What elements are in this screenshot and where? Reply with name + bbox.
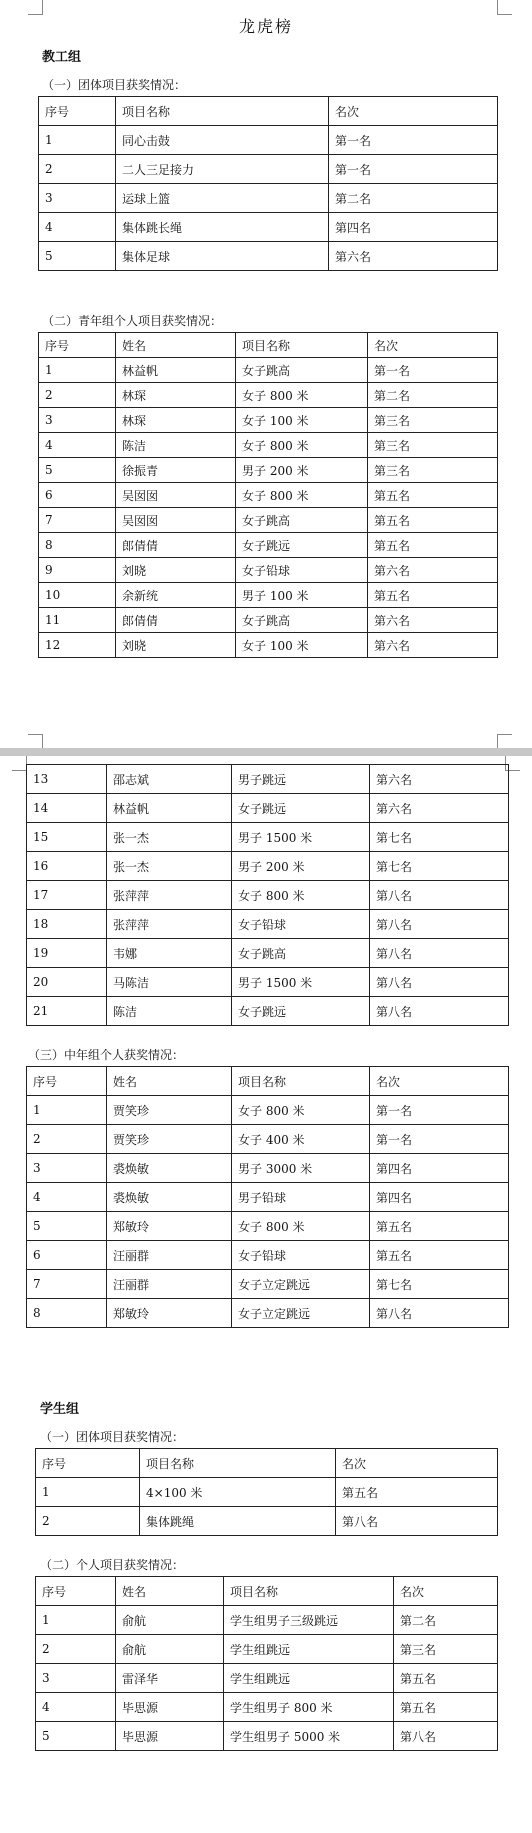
table-cell: 第四名 bbox=[370, 1154, 509, 1183]
table-cell: 郎倩倩 bbox=[116, 608, 236, 633]
table-cell: 第六名 bbox=[329, 242, 498, 271]
table-cell: 男子铅球 bbox=[232, 1183, 370, 1212]
table-cell: 女子跳远 bbox=[232, 794, 370, 823]
table-cell: 12 bbox=[39, 633, 116, 658]
table-cell: 第一名 bbox=[370, 1096, 509, 1125]
table-row bbox=[36, 1606, 498, 1635]
table-cell: 女子跳远 bbox=[232, 997, 370, 1026]
table-cell: 徐振青 bbox=[116, 458, 236, 483]
table-cell: 女子铅球 bbox=[232, 910, 370, 939]
table-cell: 13 bbox=[27, 765, 107, 794]
table-row bbox=[27, 765, 509, 794]
table-cell: 刘晓 bbox=[116, 633, 236, 658]
table-cell: 女子 800 米 bbox=[236, 483, 368, 508]
table-cell: 4 bbox=[36, 1693, 116, 1722]
table-cell: 第四名 bbox=[329, 213, 498, 242]
staff-team-section-heading: （一）团体项目获奖情况： bbox=[42, 78, 187, 92]
table-header-row bbox=[27, 1067, 509, 1096]
table-cell: 8 bbox=[27, 1299, 107, 1328]
table-cell: 4×100 米 bbox=[140, 1478, 336, 1507]
table-cell: 第一名 bbox=[329, 155, 498, 184]
table-cell: 2 bbox=[39, 383, 116, 408]
table-cell: 第四名 bbox=[370, 1183, 509, 1212]
table-cell: 刘晓 bbox=[116, 558, 236, 583]
table-cell: 集体跳长绳 bbox=[116, 213, 329, 242]
table-cell: 贾笑珍 bbox=[107, 1096, 232, 1125]
table-cell: 男子跳远 bbox=[232, 765, 370, 794]
table-cell: 林琛 bbox=[116, 383, 236, 408]
table-row bbox=[27, 1183, 509, 1212]
table-cell: 5 bbox=[39, 458, 116, 483]
table-cell: 二人三足接力 bbox=[116, 155, 329, 184]
table-cell: 女子 400 米 bbox=[232, 1125, 370, 1154]
table-cell: 学生组跳远 bbox=[224, 1664, 394, 1693]
table-row bbox=[39, 583, 498, 608]
table-cell: 集体跳绳 bbox=[140, 1507, 336, 1536]
table-cell: 2 bbox=[27, 1125, 107, 1154]
column-header: 名次 bbox=[329, 97, 498, 126]
table-cell: 11 bbox=[39, 608, 116, 633]
table-row bbox=[27, 1125, 509, 1154]
table-cell: 第七名 bbox=[370, 852, 509, 881]
table-cell: 女子 800 米 bbox=[232, 1212, 370, 1241]
table-row bbox=[39, 383, 498, 408]
table-header-row bbox=[36, 1449, 498, 1478]
table-cell: 4 bbox=[27, 1183, 107, 1212]
column-header: 姓名 bbox=[116, 1577, 224, 1606]
table-row bbox=[39, 458, 498, 483]
table-row bbox=[36, 1664, 498, 1693]
page-corner-mark bbox=[28, 0, 43, 15]
table-cell: 第八名 bbox=[370, 1299, 509, 1328]
table-cell: 女子跳远 bbox=[236, 533, 368, 558]
table-row bbox=[39, 155, 498, 184]
table-cell: 第八名 bbox=[370, 881, 509, 910]
table-cell: 集体足球 bbox=[116, 242, 329, 271]
table-cell: 男子 100 米 bbox=[236, 583, 368, 608]
document-page-1 bbox=[0, 0, 532, 748]
table-cell: 女子 800 米 bbox=[236, 383, 368, 408]
table-cell: 裘焕敏 bbox=[107, 1154, 232, 1183]
table-cell: 女子立定跳远 bbox=[232, 1299, 370, 1328]
table-cell: 第二名 bbox=[329, 184, 498, 213]
table-cell: 21 bbox=[27, 997, 107, 1026]
table-cell: 1 bbox=[39, 358, 116, 383]
column-header: 名次 bbox=[336, 1449, 498, 1478]
table-cell: 余新统 bbox=[116, 583, 236, 608]
table-cell: 男子 1500 米 bbox=[232, 968, 370, 997]
table-row bbox=[39, 508, 498, 533]
table-cell: 汪丽群 bbox=[107, 1241, 232, 1270]
table-row bbox=[39, 558, 498, 583]
table-cell: 毕思源 bbox=[116, 1722, 224, 1751]
middle-section-heading: （三）中年组个人获奖情况： bbox=[28, 1048, 185, 1062]
table-cell: 第一名 bbox=[370, 1125, 509, 1154]
column-header: 名次 bbox=[370, 1067, 509, 1096]
table-cell: 7 bbox=[27, 1270, 107, 1299]
table-cell: 贾笑珍 bbox=[107, 1125, 232, 1154]
table-cell: 第一名 bbox=[329, 126, 498, 155]
table-cell: 张萍萍 bbox=[107, 881, 232, 910]
table-cell: 第三名 bbox=[368, 408, 498, 433]
table-cell: 第五名 bbox=[336, 1478, 498, 1507]
student-team-table bbox=[35, 1448, 498, 1536]
youth-table-part-2 bbox=[26, 764, 509, 1026]
column-header: 项目名称 bbox=[116, 97, 329, 126]
table-row bbox=[39, 433, 498, 458]
table-cell: 1 bbox=[36, 1606, 116, 1635]
table-cell: 第六名 bbox=[370, 765, 509, 794]
table-row bbox=[39, 242, 498, 271]
page-corner-mark bbox=[497, 0, 512, 15]
table-cell: 15 bbox=[27, 823, 107, 852]
document-page-2 bbox=[0, 756, 532, 1833]
column-header: 序号 bbox=[39, 333, 116, 358]
table-cell: 第八名 bbox=[370, 939, 509, 968]
table-cell: 女子跳高 bbox=[236, 358, 368, 383]
table-row bbox=[27, 910, 509, 939]
table-cell: 第六名 bbox=[370, 794, 509, 823]
table-cell: 女子铅球 bbox=[232, 1241, 370, 1270]
table-cell: 男子 200 米 bbox=[232, 852, 370, 881]
table-row bbox=[39, 533, 498, 558]
table-cell: 19 bbox=[27, 939, 107, 968]
table-cell: 1 bbox=[39, 126, 116, 155]
table-row bbox=[36, 1722, 498, 1751]
staff-group-heading: 教工组 bbox=[42, 50, 82, 65]
table-cell: 9 bbox=[39, 558, 116, 583]
table-row bbox=[27, 1154, 509, 1183]
column-header: 项目名称 bbox=[140, 1449, 336, 1478]
table-cell: 第三名 bbox=[394, 1635, 498, 1664]
table-row bbox=[27, 1241, 509, 1270]
table-cell: 3 bbox=[27, 1154, 107, 1183]
table-cell: 2 bbox=[39, 155, 116, 184]
table-cell: 17 bbox=[27, 881, 107, 910]
table-cell: 3 bbox=[39, 408, 116, 433]
table-cell: 1 bbox=[36, 1478, 140, 1507]
table-cell: 学生组男子 800 米 bbox=[224, 1693, 394, 1722]
table-cell: 韦娜 bbox=[107, 939, 232, 968]
table-cell: 第八名 bbox=[370, 910, 509, 939]
table-row bbox=[39, 358, 498, 383]
table-cell: 男子 3000 米 bbox=[232, 1154, 370, 1183]
table-cell: 第八名 bbox=[394, 1722, 498, 1751]
table-cell: 20 bbox=[27, 968, 107, 997]
table-cell: 第五名 bbox=[368, 483, 498, 508]
table-cell: 女子 800 米 bbox=[236, 433, 368, 458]
table-cell: 女子 100 米 bbox=[236, 633, 368, 658]
table-cell: 雷泽华 bbox=[116, 1664, 224, 1693]
table-cell: 第六名 bbox=[368, 608, 498, 633]
table-cell: 第五名 bbox=[368, 508, 498, 533]
table-header-row bbox=[39, 97, 498, 126]
table-row bbox=[27, 1096, 509, 1125]
table-cell: 第五名 bbox=[368, 533, 498, 558]
table-cell: 郑敏玲 bbox=[107, 1299, 232, 1328]
table-cell: 第六名 bbox=[368, 633, 498, 658]
table-row bbox=[27, 968, 509, 997]
table-row bbox=[27, 852, 509, 881]
table-cell: 马陈洁 bbox=[107, 968, 232, 997]
table-cell: 吴囡囡 bbox=[116, 508, 236, 533]
table-cell: 第三名 bbox=[368, 458, 498, 483]
staff-team-table bbox=[38, 96, 498, 271]
youth-section-heading: （二）青年组个人项目获奖情况： bbox=[42, 314, 223, 328]
table-cell: 林益帆 bbox=[107, 794, 232, 823]
youth-table-part-1 bbox=[38, 332, 498, 658]
table-cell: 4 bbox=[39, 433, 116, 458]
column-header: 项目名称 bbox=[224, 1577, 394, 1606]
table-cell: 第八名 bbox=[370, 997, 509, 1026]
table-cell: 俞航 bbox=[116, 1635, 224, 1664]
column-header: 名次 bbox=[368, 333, 498, 358]
student-individual-table bbox=[35, 1576, 498, 1751]
table-cell: 张一杰 bbox=[107, 852, 232, 881]
table-cell: 第五名 bbox=[368, 583, 498, 608]
table-cell: 女子铅球 bbox=[236, 558, 368, 583]
table-row bbox=[27, 1299, 509, 1328]
table-cell: 女子跳高 bbox=[232, 939, 370, 968]
column-header: 序号 bbox=[36, 1577, 116, 1606]
table-cell: 运球上篮 bbox=[116, 184, 329, 213]
table-cell: 男子 1500 米 bbox=[232, 823, 370, 852]
table-cell: 女子 100 米 bbox=[236, 408, 368, 433]
table-cell: 第七名 bbox=[370, 1270, 509, 1299]
table-cell: 第五名 bbox=[394, 1664, 498, 1693]
table-cell: 郑敏玲 bbox=[107, 1212, 232, 1241]
table-row bbox=[36, 1507, 498, 1536]
table-cell: 第五名 bbox=[370, 1241, 509, 1270]
table-cell: 郎倩倩 bbox=[116, 533, 236, 558]
column-header: 序号 bbox=[27, 1067, 107, 1096]
table-row bbox=[27, 1270, 509, 1299]
table-cell: 7 bbox=[39, 508, 116, 533]
table-cell: 第八名 bbox=[336, 1507, 498, 1536]
table-row bbox=[39, 213, 498, 242]
table-row bbox=[27, 939, 509, 968]
table-cell: 张一杰 bbox=[107, 823, 232, 852]
column-header: 序号 bbox=[36, 1449, 140, 1478]
table-cell: 16 bbox=[27, 852, 107, 881]
table-header-row bbox=[39, 333, 498, 358]
table-cell: 林益帆 bbox=[116, 358, 236, 383]
table-cell: 林琛 bbox=[116, 408, 236, 433]
table-cell: 女子跳高 bbox=[236, 508, 368, 533]
table-cell: 第五名 bbox=[370, 1212, 509, 1241]
table-header-row bbox=[36, 1577, 498, 1606]
table-cell: 第一名 bbox=[368, 358, 498, 383]
table-cell: 10 bbox=[39, 583, 116, 608]
table-row bbox=[39, 184, 498, 213]
student-team-section-heading: （一）团体项目获奖情况： bbox=[40, 1430, 185, 1444]
table-row bbox=[27, 1212, 509, 1241]
student-individual-section-heading: （二）个人项目获奖情况： bbox=[40, 1558, 185, 1572]
table-cell: 3 bbox=[36, 1664, 116, 1693]
table-cell: 8 bbox=[39, 533, 116, 558]
table-cell: 18 bbox=[27, 910, 107, 939]
table-cell: 第二名 bbox=[368, 383, 498, 408]
table-cell: 第六名 bbox=[368, 558, 498, 583]
table-cell: 女子 800 米 bbox=[232, 881, 370, 910]
table-row bbox=[39, 483, 498, 508]
table-cell: 邵志斌 bbox=[107, 765, 232, 794]
table-cell: 6 bbox=[39, 483, 116, 508]
student-group-heading: 学生组 bbox=[40, 1402, 80, 1417]
middle-table bbox=[26, 1066, 509, 1328]
table-row bbox=[36, 1693, 498, 1722]
table-cell: 2 bbox=[36, 1635, 116, 1664]
table-row bbox=[27, 794, 509, 823]
table-cell: 俞航 bbox=[116, 1606, 224, 1635]
table-cell: 汪丽群 bbox=[107, 1270, 232, 1299]
table-row bbox=[36, 1635, 498, 1664]
table-cell: 3 bbox=[39, 184, 116, 213]
table-row bbox=[27, 881, 509, 910]
table-row bbox=[36, 1478, 498, 1507]
table-row bbox=[39, 408, 498, 433]
table-cell: 裘焕敏 bbox=[107, 1183, 232, 1212]
document-title: 龙虎榜 bbox=[238, 17, 293, 36]
table-cell: 吴囡囡 bbox=[116, 483, 236, 508]
table-cell: 4 bbox=[39, 213, 116, 242]
table-cell: 女子跳高 bbox=[236, 608, 368, 633]
table-row bbox=[39, 633, 498, 658]
table-cell: 5 bbox=[36, 1722, 116, 1751]
table-cell: 第八名 bbox=[370, 968, 509, 997]
table-cell: 5 bbox=[39, 242, 116, 271]
table-row bbox=[39, 126, 498, 155]
table-cell: 学生组男子三级跳远 bbox=[224, 1606, 394, 1635]
table-cell: 女子 800 米 bbox=[232, 1096, 370, 1125]
page-corner-mark bbox=[497, 734, 512, 748]
table-cell: 6 bbox=[27, 1241, 107, 1270]
table-row bbox=[27, 823, 509, 852]
column-header: 姓名 bbox=[107, 1067, 232, 1096]
table-cell: 陈洁 bbox=[116, 433, 236, 458]
table-cell: 1 bbox=[27, 1096, 107, 1125]
table-cell: 14 bbox=[27, 794, 107, 823]
table-row bbox=[27, 997, 509, 1026]
table-cell: 同心击鼓 bbox=[116, 126, 329, 155]
table-cell: 陈洁 bbox=[107, 997, 232, 1026]
table-cell: 张萍萍 bbox=[107, 910, 232, 939]
table-cell: 第三名 bbox=[368, 433, 498, 458]
page-corner-mark bbox=[12, 756, 27, 771]
table-cell: 毕思源 bbox=[116, 1693, 224, 1722]
table-cell: 2 bbox=[36, 1507, 140, 1536]
table-cell: 第二名 bbox=[394, 1606, 498, 1635]
table-cell: 5 bbox=[27, 1212, 107, 1241]
table-cell: 女子立定跳远 bbox=[232, 1270, 370, 1299]
column-header: 名次 bbox=[394, 1577, 498, 1606]
page-corner-mark bbox=[28, 734, 43, 748]
table-cell: 第七名 bbox=[370, 823, 509, 852]
column-header: 序号 bbox=[39, 97, 116, 126]
column-header: 项目名称 bbox=[236, 333, 368, 358]
table-cell: 学生组男子 5000 米 bbox=[224, 1722, 394, 1751]
table-cell: 第五名 bbox=[394, 1693, 498, 1722]
table-row bbox=[39, 608, 498, 633]
table-cell: 学生组跳远 bbox=[224, 1635, 394, 1664]
table-cell: 男子 200 米 bbox=[236, 458, 368, 483]
column-header: 姓名 bbox=[116, 333, 236, 358]
column-header: 项目名称 bbox=[232, 1067, 370, 1096]
